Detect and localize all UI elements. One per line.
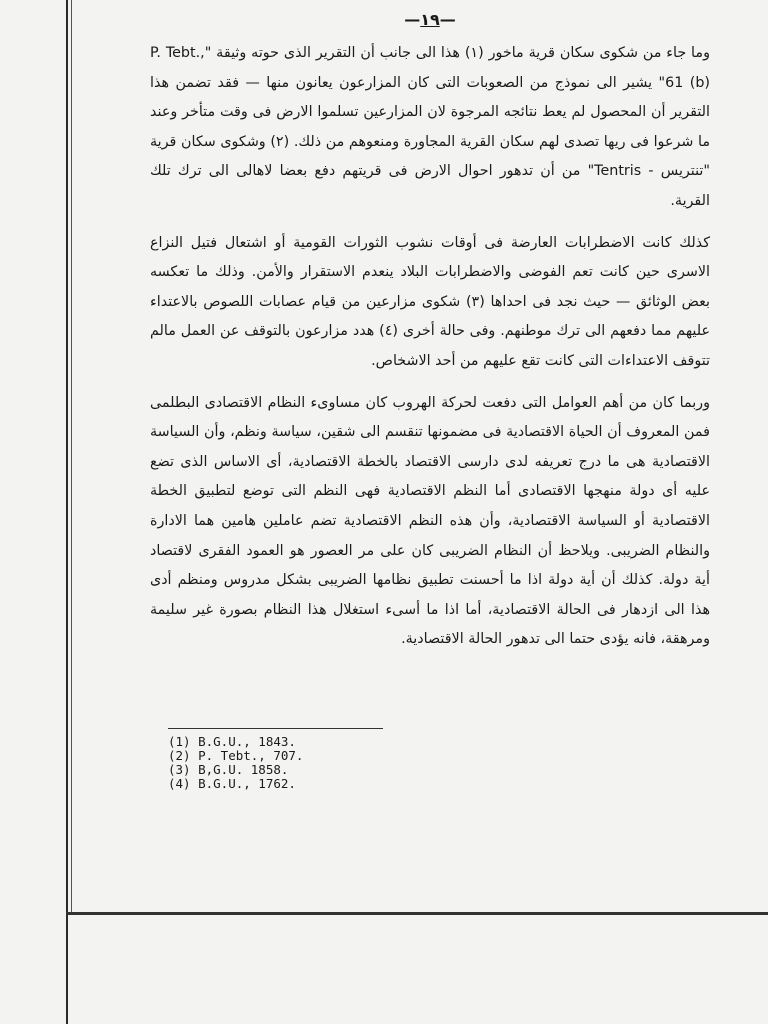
page-number-value: ١٩ [420, 10, 440, 29]
footnote-4: (4) B.G.U., 1762. [168, 776, 296, 791]
footnotes [168, 728, 408, 791]
page-edge-line [66, 0, 68, 1024]
footnote-separator [168, 728, 383, 729]
footnote-1: (1) B.G.U., 1843. [168, 734, 296, 749]
footnote-3: (3) B,G.U. 1858. [168, 762, 289, 777]
footnote-2: (2) P. Tebt., 707. [168, 748, 304, 763]
page-edge-line-inner [71, 0, 72, 915]
page-number: —١٩— [404, 10, 456, 29]
paragraph-3: وربما كان من أهم العوامل التى دفعت لحركة الهروب كان مساوىء النظام الاقتصادى البطلمى فمن المعروف أن الحياة الاقتصادية فى مضمونها تنقسم الى شقين، سياسة ونظم، وأن السياسة الاقتصادية هى ما درج تعريفه لدى دارسى الاقتصاد بالخطة الاقتصادية، أى الاساس الذى تضع عليه أى دولة منهجها الاقتصادى أما النظم الاقتصادية فهى النظم التى توضع لتطبيق الخطة الاقتصادية أو السياسة الاقتصادية، وأن هذه النظم الاقتصادية تضم عاملين هامين هما الادارة والنظام الضريبى. ويلاحظ أن النظام الضريبى كان على مر العصور هو العمود الفقرى لاقتصاد أية دولة. كذلك أن أية دولة اذا ما أحسنت تطبيق نظامها الضريبى بشكل مدروس ومنظم أدى هذا الى ازدهار فى الحالة الاقتصادية، أما اذا ما أسىء استغلال هذا النظام بصورة غير سليمة ومرهقة، فانه يؤدى حتما الى تدهور الحالة الاقتصادية. [150, 394, 710, 648]
page-bottom-border [66, 912, 768, 915]
document-page [150, 10, 710, 667]
paragraph-2: كذلك كانت الاضطرابات العارضة فى أوقات نشوب الثورات القومية أو اشتعال فتيل النزاع الاسرى حين كانت تعم الفوضى والاضطرابات البلاد ينعدم الاستقرار والأمن. وذلك ما تعكسه بعض الوثائق — حيث نجد فى احداها (٣) شكوى مزارعين من قيام عصابات اللصوص بالاعتداء عليهم مما دفعهم الى ترك موطنهم. وفى حالة أخرى (٤) هدد مزارعون بالتوقف عن العمل مالم تتوقف الاعتداءات التى كانت تقع عليهم من أحد الاشخاص. [150, 234, 710, 369]
paragraph-1: وما جاء من شكوى سكان قرية ماخور (١) هذا الى جانب أن التقرير الذى حوته وثيقة "P. Tebt., 61 (b)" يشير الى نموذج من الصعوبات التى كان المزارعون يعانون منها — فقد تضمن هذا التقرير أن المحصول لم يعط نتائجه المرجوة لان المزارعين تسلموا الارض فى وقت متأخر وعند ما شرعوا فى ريها تصدى لهم سكان القرية المجاورة ومنعوهم من ذلك. (٢) وشكوى سكان قرية "تنتريس - Tentris" من أن تدهور احوال الارض فى قريتهم دفع بعضا لاهالى الى ترك تلك القرية. [150, 45, 711, 209]
